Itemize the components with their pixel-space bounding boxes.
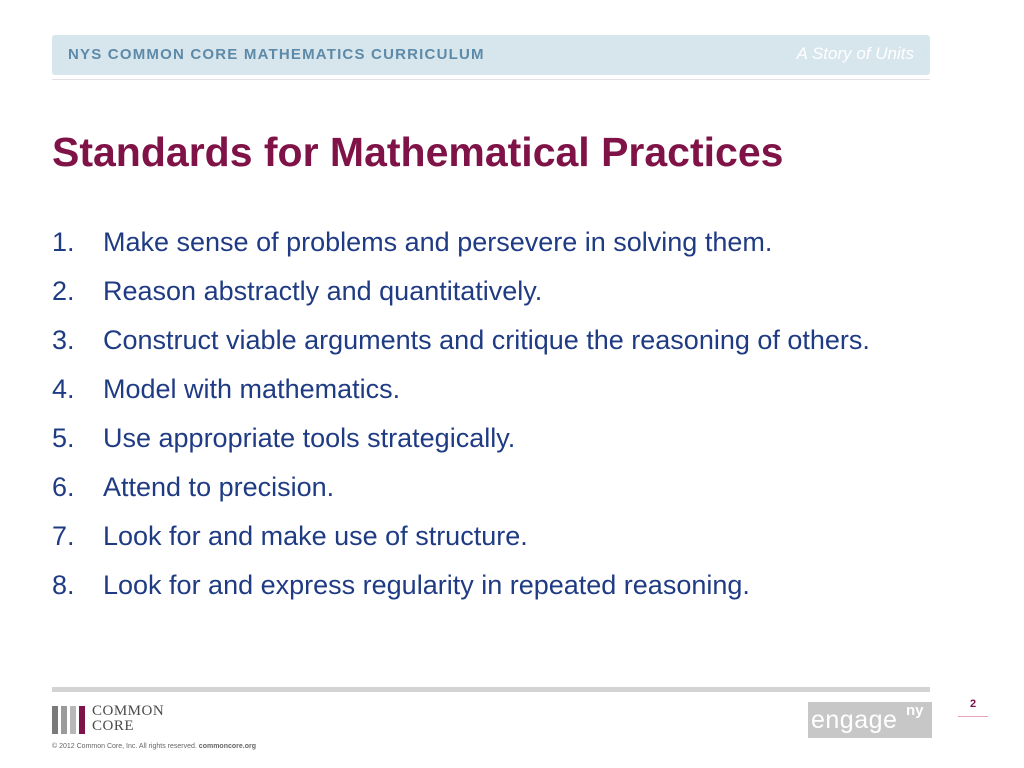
practice-text: Reason abstractly and quantitatively. (103, 276, 543, 306)
series-name: A Story of Units (796, 44, 914, 63)
practice-text: Look for and express regularity in repeated reasoning. (103, 570, 750, 600)
practice-item (52, 565, 922, 605)
engage-ny-logo (808, 702, 932, 738)
curriculum-name: NYS COMMON CORE MATHEMATICS CURRICULUM (68, 46, 485, 63)
copyright-notice (52, 743, 256, 750)
copyright-link[interactable]: commoncore.org (198, 743, 256, 750)
practice-text: Use appropriate tools strategically. (103, 423, 516, 453)
practice-text: Attend to precision. (103, 472, 335, 502)
practice-text: Make sense of problems and persevere in solving them. (103, 227, 773, 257)
common-core-bars-icon (52, 706, 86, 734)
header-divider (52, 79, 930, 80)
practice-item (52, 467, 922, 507)
logo-line-core: CORE (92, 718, 135, 734)
practice-text: Look for and make use of structure. (103, 521, 528, 551)
practice-item (52, 222, 922, 262)
practice-number: 5. (52, 423, 75, 453)
practice-text: Construct viable arguments and critique the reasoning of others. (103, 325, 870, 355)
practice-item (52, 271, 922, 311)
practice-number: 3. (52, 325, 75, 355)
practice-number: 2. (52, 276, 75, 306)
practice-item (52, 418, 922, 458)
slide-title: Standards for Mathematical Practices (52, 129, 784, 175)
practice-number: 7. (52, 521, 75, 551)
page-number-underline (958, 716, 988, 717)
common-core-logo (52, 704, 202, 738)
practice-number: 1. (52, 227, 75, 257)
copyright-text: © 2012 Common Core, Inc. All rights reserved. (52, 743, 197, 750)
header-bar (52, 35, 930, 75)
engage-word: engage (811, 706, 898, 734)
footer-divider (52, 687, 930, 692)
practice-number: 8. (52, 570, 75, 600)
page-number: 2 (969, 698, 977, 710)
practice-item (52, 369, 922, 409)
practice-text: Model with mathematics. (103, 374, 401, 404)
practices-list (52, 222, 922, 614)
practice-item (52, 516, 922, 556)
practice-item (52, 320, 922, 360)
practice-number: 6. (52, 472, 75, 502)
practice-number: 4. (52, 374, 75, 404)
logo-line-common: COMMON (92, 703, 165, 719)
engage-superscript: ny (906, 702, 924, 719)
common-core-wordmark (92, 704, 164, 734)
